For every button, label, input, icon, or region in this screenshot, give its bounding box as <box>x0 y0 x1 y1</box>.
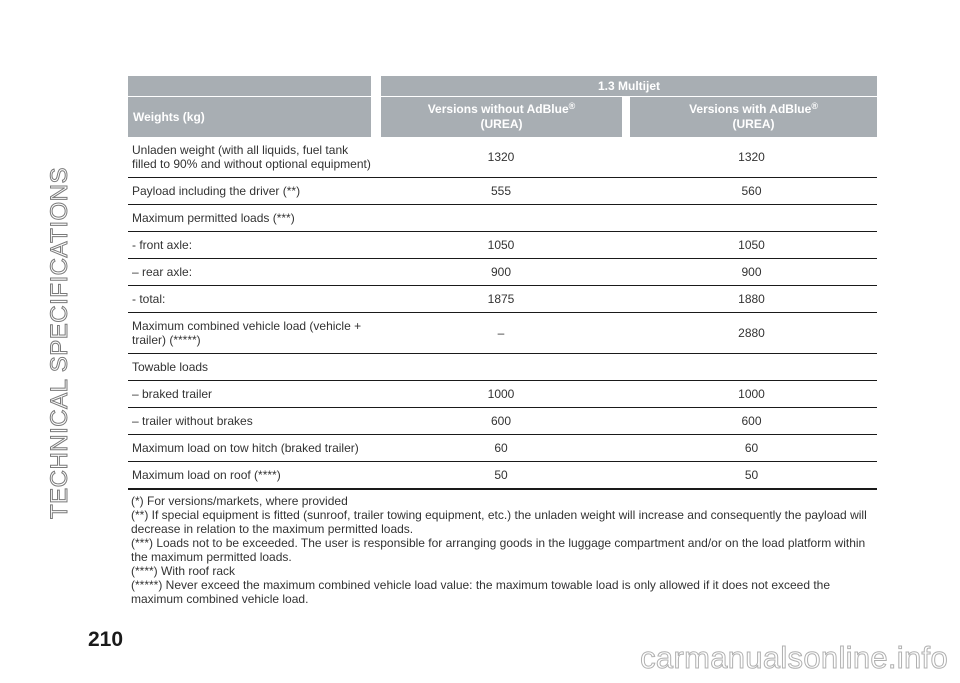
table-row <box>128 205 877 232</box>
row-value-with: 60 <box>626 435 877 462</box>
row-value-without <box>376 205 626 232</box>
table-row <box>128 232 877 259</box>
col-with-sub: (UREA) <box>732 117 775 131</box>
weights-table <box>128 76 877 490</box>
weights-header: Weights (kg) <box>128 97 376 138</box>
table-header-engine-row <box>128 76 877 97</box>
row-value-with: 1000 <box>626 381 877 408</box>
footnote: (**) If special equipment is fitted (sunroof, trailer towing equipment, etc.) the unladen weight will increase and consequently the payload will decrease in relation to the maximum permitted loads. <box>131 508 867 536</box>
row-label: Unladen weight (with all liquids, fuel tank filled to 90% and without optional equipment) <box>128 137 376 178</box>
row-value-with <box>626 205 877 232</box>
table-row <box>128 435 877 462</box>
row-value-without: 1875 <box>376 286 626 313</box>
table-header-columns-row <box>128 97 877 138</box>
col-without-adblue-header <box>376 97 626 138</box>
row-value-without: 60 <box>376 435 626 462</box>
watermark-link[interactable]: carmanualsonline.info <box>640 640 948 675</box>
row-label: Towable loads <box>128 354 376 381</box>
footnote: (***) Loads not to be exceeded. The user is responsible for arranging goods in the luggage compartment and/or on the load platform within the maximum permitted loads. <box>131 536 866 564</box>
col-without-text: Versions without AdBlue <box>427 102 569 116</box>
table-row <box>128 354 877 381</box>
footnote: (*) For versions/markets, where provided <box>131 494 348 508</box>
row-value-without: 1000 <box>376 381 626 408</box>
row-value-without: 900 <box>376 259 626 286</box>
row-label: – braked trailer <box>128 381 376 408</box>
row-label: - front axle: <box>128 232 376 259</box>
row-value-with: 560 <box>626 178 877 205</box>
table-row <box>128 408 877 435</box>
row-value-with: 900 <box>626 259 877 286</box>
col-with-mark: ® <box>811 101 818 111</box>
table-row <box>128 462 877 490</box>
header-blank-cell <box>128 76 376 97</box>
page-number: 210 <box>88 628 124 651</box>
col-without-sub: (UREA) <box>480 117 523 131</box>
row-label: Maximum permitted loads (***) <box>128 205 376 232</box>
row-label: – trailer without brakes <box>128 408 376 435</box>
row-value-without: 600 <box>376 408 626 435</box>
row-label: Maximum combined vehicle load (vehicle + trailer) (*****) <box>128 313 376 354</box>
row-value-without <box>376 354 626 381</box>
row-value-with: 1320 <box>626 137 877 178</box>
col-without-mark: ® <box>568 101 576 111</box>
row-label: Maximum load on tow hitch (braked trailer) <box>128 435 376 462</box>
section-title-text: TECHNICAL SPECIFICATIONS <box>46 166 73 520</box>
row-label: Payload including the driver (**) <box>128 178 376 205</box>
col-with-adblue-header <box>626 97 877 138</box>
row-value-with: 600 <box>626 408 877 435</box>
row-value-without: 555 <box>376 178 626 205</box>
row-value-with <box>626 354 877 381</box>
table-row <box>128 381 877 408</box>
row-value-without: 50 <box>376 462 626 490</box>
row-value-with: 2880 <box>626 313 877 354</box>
row-label: – rear axle: <box>128 259 376 286</box>
footnote: (*****) Never exceed the maximum combined vehicle load value: the maximum towable load is only allowed if it does not exceed the maximum combined vehicle load. <box>131 578 831 606</box>
table-row <box>128 259 877 286</box>
engine-header: 1.3 Multijet <box>376 76 877 97</box>
footnotes <box>131 494 881 606</box>
table-row <box>128 313 877 354</box>
row-value-without: 1320 <box>376 137 626 178</box>
row-value-with: 50 <box>626 462 877 490</box>
row-value-with: 1880 <box>626 286 877 313</box>
row-label: - total: <box>128 286 376 313</box>
row-value-without: – <box>376 313 626 354</box>
table-row <box>128 178 877 205</box>
row-value-with: 1050 <box>626 232 877 259</box>
table-row <box>128 137 877 178</box>
footnote: (****) With roof rack <box>131 564 236 578</box>
col-with-text: Versions with AdBlue <box>689 102 812 116</box>
row-label: Maximum load on roof (****) <box>128 462 376 490</box>
table-row <box>128 286 877 313</box>
row-value-without: 1050 <box>376 232 626 259</box>
